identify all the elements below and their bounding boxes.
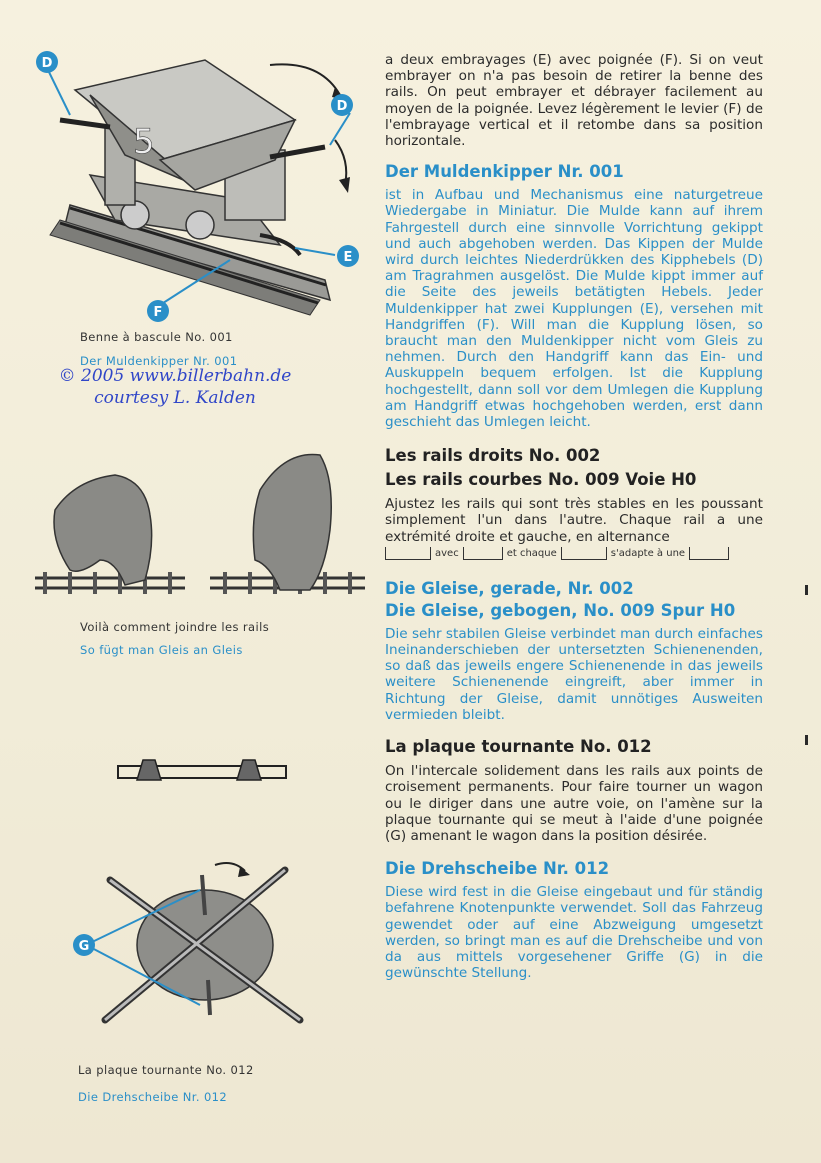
svg-text:D: D: [41, 56, 53, 71]
rail-end-shape-4: [689, 547, 729, 560]
svg-text:F: F: [153, 305, 163, 320]
rail-joint-illustration: [115, 752, 290, 788]
caption-plaque: La plaque tournante No. 012: [78, 1063, 254, 1077]
label-f: [147, 300, 169, 322]
rail-word-sadapte: s'adapte à une: [610, 547, 686, 559]
caption-voila: Voilà comment joindre les rails: [80, 620, 270, 634]
heading-rails-droits: Les rails droits No. 002: [385, 446, 601, 466]
rail-word-et-chaque: et chaque: [506, 547, 557, 559]
caption-drehscheibe: Die Drehscheibe Nr. 012: [78, 1090, 228, 1104]
svg-text:G: G: [78, 939, 90, 954]
paragraph-drehscheibe: Diese wird fest in die Gleise eingebaut und für ständig befahrene Knotenpunkte verwendet. Soll das Fahrzeug gewendet oder auf eine Abzweigung umgesetzt werden, so bringt man es auf die Drehscheibe und von da aus mittels vorgesehener Griffe (G) in die gewünschte Stellung.: [385, 884, 763, 982]
paragraph-rails: Ajustez les rails qui sont très stables en les poussant simplement l'un dans l'autre. Chaque rail a une extrémité droite et gauche, en alternance: [385, 496, 763, 545]
text-column: [385, 52, 763, 981]
print-mark: [805, 735, 808, 745]
paragraph-embrayage: a deux embrayages (E) avec poignée (F). Si on veut embrayer on n'a pas besoin de retirer la benne des rails. On peut embrayer et débrayer facilement au moyen de la poignée. Levez légèrement le levier (F) de l'embrayage vertical et il retombe dans sa position horizontale.: [385, 52, 763, 150]
rail-end-shape-2: [463, 547, 503, 560]
watermark-line2: courtesy L. Kalden: [94, 388, 256, 408]
rail-end-shape-3: [561, 547, 607, 560]
rail-end-diagram: [385, 547, 763, 560]
heading-gleise-gebogen: Die Gleise, gebogen, No. 009 Spur H0: [385, 600, 736, 620]
print-mark: [805, 585, 808, 595]
paragraph-muldenkipper: ist in Aufbau und Mechanismus eine naturgetreue Wiedergabe in Miniatur. Die Mulde kann auf ihrem Fahrgestell durch eine sinnvolle Vorrichtung gekippt und auch abgehoben werden. Das Kippen der Mulde wird durch leichtes Niederdrükken des Kipphebels (D) am Tragrahmen ausgelöst. Die Mulde kippt immer auf die Seite des jeweils betätigten Hebels. Jeder Muldenkipper hat zwei Kupplungen (E), versehen mit Handgriffen (F). Will man die Kupplung lösen, so braucht man den Muldenkipper nicht vom Gleis zu nehmen. Durch den Handgriff kann das Ein- und Auskuppeln bequem erfolgen. Ist die Kupplung hochgestellt, dann soll vor dem Umlegen die Kupplung am Handgriff etwas hochgehoben werden, erst dann geschieht das Umlegen leicht.: [385, 187, 763, 431]
paragraph-gleise: Die sehr stabilen Gleise verbindet man durch einfaches Ineinanderschieben der untersetzten Schienenenden, so daß das jeweils engere Schienenende in das jeweils weitere Schienenende eingreift, aber immer in Richtung der Gleise, damit unnötiges Ausweiten vermieden bleibt.: [385, 625, 763, 723]
paragraph-plaque: On l'intercale solidement dans les rails aux points de croisement permanents. Pour faire tourner un wagon ou le diriger dans une autre voie, on l'amène sur la plaque tournante qui se meut à l'aide d'une poignée (G) amenant le wagon dans la position désirée.: [385, 763, 763, 844]
dump-wagon-illustration: [30, 45, 365, 325]
caption-so-fuegt: So fügt man Gleis an Gleis: [80, 643, 243, 657]
heading-muldenkipper: Der Muldenkipper Nr. 001: [385, 162, 624, 182]
rail-word-avec: avec: [435, 547, 459, 559]
label-g: [73, 934, 95, 956]
label-e: [337, 245, 359, 267]
wagon-number: 5: [133, 122, 155, 162]
watermark-line1: © 2005 www.billerbahn.de: [58, 366, 292, 386]
caption-muldenkipper: Der Muldenkipper Nr. 001: [80, 354, 238, 368]
svg-text:E: E: [343, 250, 353, 265]
hands-joining-rails-illustration: [30, 450, 370, 600]
heading-gleise-gerade: Die Gleise, gerade, Nr. 002: [385, 578, 634, 598]
heading-drehscheibe: Die Drehscheibe Nr. 012: [385, 859, 610, 879]
heading-plaque: La plaque tournante No. 012: [385, 737, 652, 757]
svg-text:D: D: [336, 99, 348, 114]
label-d-right: [331, 94, 353, 116]
turntable-illustration: [60, 855, 320, 1035]
rail-end-shape-1: [385, 547, 431, 560]
heading-rails-courbes: Les rails courbes No. 009 Voie H0: [385, 470, 697, 490]
caption-benne: Benne à bascule No. 001: [80, 330, 233, 344]
label-d-left: [36, 51, 58, 73]
